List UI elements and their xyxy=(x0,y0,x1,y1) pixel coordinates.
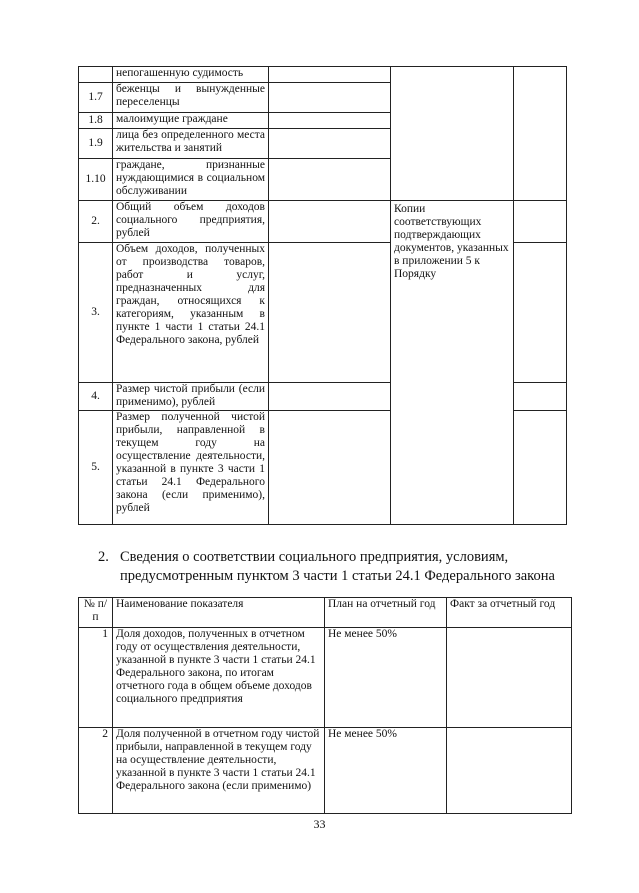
section-title-line2: предусмотренным пунктом 3 части 1 статьи 24.1 Федерального закона xyxy=(120,568,555,584)
indicators-table xyxy=(78,66,567,525)
row-text: Объем доходов, полученных от производства товаров, работ и услуг, предназначенных для граждан, относящихся к категориям, указанным в пункте 1 части 1 статьи 24.1 Федерального закона, рублей xyxy=(113,243,269,383)
header-plan: План на отчетный год xyxy=(325,598,447,628)
docs-cell-top xyxy=(391,67,514,201)
row-name: Доля доходов, полученных в отчетном году от осуществления деятельности, указанной в пункте 3 части 1 статьи 24.1 Федерального закона, по итогам отчетного года в общем объеме доходов социального предприятия xyxy=(113,628,325,728)
row-number: 1 xyxy=(79,628,113,728)
extra-cell xyxy=(514,201,567,243)
row-fact xyxy=(447,728,572,814)
value-cell xyxy=(269,411,391,525)
row-text: непогашенную судимость xyxy=(113,67,269,83)
row-text: Общий объем доходов социального предприятия, рублей xyxy=(113,201,269,243)
row-number: 1.7 xyxy=(79,83,113,113)
header-num: № п/п xyxy=(79,598,113,628)
page-number: 33 xyxy=(313,817,326,831)
row-text: лица без определенного места жительства и занятий xyxy=(113,129,269,159)
row-number xyxy=(79,67,113,83)
extra-cell xyxy=(514,411,567,525)
row-number: 4. xyxy=(79,383,113,411)
row-number: 3. xyxy=(79,243,113,383)
row-text: Размер чистой прибыли (если применимо), рублей xyxy=(113,383,269,411)
extra-cell xyxy=(514,383,567,411)
extra-cell xyxy=(514,243,567,383)
row-number: 1.10 xyxy=(79,159,113,201)
value-cell xyxy=(269,67,391,83)
header-name: Наименование показателя xyxy=(113,598,325,628)
value-cell xyxy=(269,159,391,201)
value-cell xyxy=(269,129,391,159)
row-text: граждане, признанные нуждающимися в социальном обслуживании xyxy=(113,159,269,201)
compliance-table xyxy=(78,597,572,814)
section-number: 2. xyxy=(98,549,109,565)
row-number: 5. xyxy=(79,411,113,525)
row-text: малоимущие граждане xyxy=(113,113,269,129)
row-number: 2 xyxy=(79,728,113,814)
table-row xyxy=(79,728,572,814)
row-plan: Не менее 50% xyxy=(325,628,447,728)
value-cell xyxy=(269,201,391,243)
row-number: 1.8 xyxy=(79,113,113,129)
row-fact xyxy=(447,628,572,728)
table-row xyxy=(79,628,572,728)
row-name: Доля полученной в отчетном году чистой прибыли, направленной в текущем году на осуществление деятельности, указанной в пункте 3 части 1 статьи 24.1 Федерального закона (если применимо) xyxy=(113,728,325,814)
docs-note: Копии соответствующих подтверждающих документов, указанных в приложении 5 к Порядку xyxy=(391,201,514,525)
table-row xyxy=(79,67,567,83)
value-cell xyxy=(269,243,391,383)
row-text: беженцы и вынужденные переселенцы xyxy=(113,83,269,113)
row-text: Размер полученной чистой прибыли, направленной в текущем году на осуществление деятельности, указанной в пункте 3 части 1 статьи 24.1 Федерального закона (если применимо), рублей xyxy=(113,411,269,525)
section-title-line1: Сведения о соответствии социального предприятия, условиям, xyxy=(120,549,509,565)
value-cell xyxy=(269,83,391,113)
row-number: 1.9 xyxy=(79,129,113,159)
value-cell xyxy=(269,383,391,411)
header-fact: Факт за отчетный год xyxy=(447,598,572,628)
extra-cell xyxy=(514,67,567,201)
row-plan: Не менее 50% xyxy=(325,728,447,814)
section-heading xyxy=(98,548,568,586)
row-number: 2. xyxy=(79,201,113,243)
table-header-row xyxy=(79,598,572,628)
table-row xyxy=(79,201,567,243)
value-cell xyxy=(269,113,391,129)
